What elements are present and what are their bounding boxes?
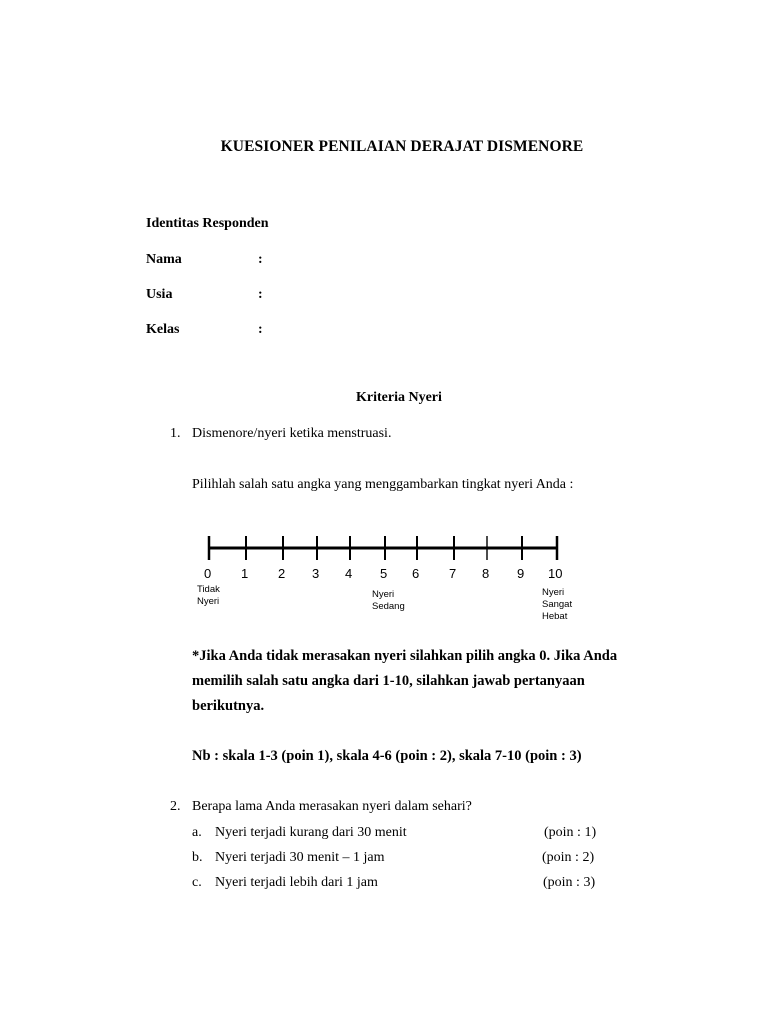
q1-number: 1. (170, 426, 181, 441)
q1-note-line2: memilih salah satu angka dari 1-10, silahkan jawab pertanyaan (192, 673, 585, 689)
q2-option-c-letter: c. (192, 875, 202, 890)
scale-tick-4: 4 (345, 566, 353, 581)
field-colon-kelas: : (258, 322, 263, 337)
scale-tick-6: 6 (412, 566, 420, 581)
q1-instruction: Pilihlah salah satu angka yang menggambarkan tingkat nyeri Anda : (192, 477, 574, 492)
scale-label-severe-line2: Sangat (542, 599, 573, 610)
scale-tick-9: 9 (517, 566, 525, 581)
field-colon-nama: : (258, 252, 263, 267)
q2-number: 2. (170, 799, 181, 814)
field-label-usia: Usia (146, 287, 173, 302)
scale-label-moderate (372, 589, 405, 613)
q2-option-b-points: (poin : 2) (542, 850, 595, 865)
scale-label-none-line2: Nyeri (197, 596, 220, 607)
scale-label-severe (542, 587, 572, 623)
scale-label-moderate-line2: Sedang (372, 601, 405, 612)
field-label-kelas: Kelas (146, 322, 180, 337)
field-colon-usia: : (258, 287, 263, 302)
q2-option-a-text: Nyeri terjadi kurang dari 30 menit (215, 825, 407, 840)
q2-option-b-text: Nyeri terjadi 30 menit – 1 jam (215, 850, 385, 865)
scale-label-none (197, 584, 220, 608)
identity-heading: Identitas Responden (146, 216, 269, 231)
scale-tick-7: 7 (449, 566, 457, 581)
scale-label-severe-line3: Hebat (542, 611, 568, 622)
q1-note-line1: *Jika Anda tidak merasakan nyeri silahkan pilih angka 0. Jika Anda (192, 648, 618, 664)
q1-note-line3: berikutnya. (192, 698, 265, 714)
field-label-nama: Nama (146, 252, 182, 267)
q1-nb: Nb : skala 1-3 (poin 1), skala 4-6 (poin : 2), skala 7-10 (poin : 3) (192, 748, 582, 764)
document-title: KUESIONER PENILAIAN DERAJAT DISMENORE (220, 138, 584, 155)
scale-label-severe-line1: Nyeri (542, 587, 565, 598)
q2-option-c-text: Nyeri terjadi lebih dari 1 jam (215, 875, 378, 890)
scale-tick-2: 2 (278, 566, 286, 581)
scale-tick-0: 0 (204, 566, 212, 581)
q1-text: Dismenore/nyeri ketika menstruasi. (192, 426, 392, 441)
q2-option-b-letter: b. (192, 850, 203, 865)
scale-tick-1: 1 (241, 566, 249, 581)
scale-label-moderate-line1: Nyeri (372, 589, 395, 600)
scale-tick-8: 8 (482, 566, 490, 581)
scale-tick-5: 5 (380, 566, 388, 581)
q2-text: Berapa lama Anda merasakan nyeri dalam sehari? (192, 799, 472, 814)
q2-option-a-letter: a. (192, 825, 202, 840)
q2-option-a-points: (poin : 1) (544, 825, 597, 840)
q2-option-c-points: (poin : 3) (543, 875, 596, 890)
scale-label-none-line1: Tidak (197, 584, 220, 595)
scale-tick-3: 3 (312, 566, 320, 581)
criteria-heading: Kriteria Nyeri (356, 390, 442, 405)
scale-tick-10: 10 (548, 566, 563, 581)
